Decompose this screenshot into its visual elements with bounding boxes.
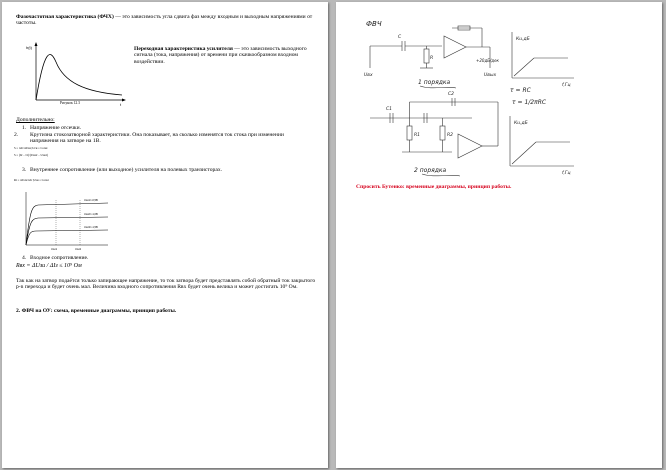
hw-bode1-xlabel: f,Гц [562,83,571,88]
fchh-term: Фазочастотная характеристика (ФЧХ) [16,14,114,20]
figure-caption: Рисунок 12.3 [60,101,80,105]
curve-uzi1 [26,203,108,245]
transient-text: — это зависимость выходного сигнала (тока, напряжения) от времени при скачкообразном входном воздействии. [134,46,307,65]
hw-title: ФВЧ [366,20,382,28]
output-characteristics-graph [18,190,110,252]
graph-x-label-2: Uси2 [75,248,82,251]
item-number: 1. [22,125,27,131]
extra-list-item-2 [14,132,310,145]
document-page-1 [2,2,328,468]
item-number: 2. [14,132,19,138]
transient-definition [134,46,318,65]
transient-response-figure [24,40,128,108]
graph-label-uzi2: Uзи2=-1,0В [84,213,98,216]
extra-heading: Дополнительно: [16,117,55,123]
figure-xlabel: t [120,102,122,107]
hw-label-c1: C1 [386,107,393,112]
rin-explanation: Так как на затвор подаётся только запирающее напряжение, то ток затвора будет представлять собой обратный ток закрытого p-n перехода и будет очень мал. Величина входного сопротивления Rвх будет очень велика и может достигать 10⁹ Ом. [16,278,316,291]
graph-label-uzi3: Uзи3=-1,5В [84,226,98,229]
hw-bode2-xlabel: f,Гц [562,171,571,176]
hw-tau-2: τ = 1/2πRC [512,99,547,106]
item-text: Крутизна стокозатворной характеристики. Она показывает, на сколько изменятся ток стока при изменении напряжения на затворе на 1В. [30,132,284,145]
document-page-2 [336,2,662,468]
hw-bode1-ylabel: Кu,дБ [516,37,530,42]
formula-ri: Ri = ΔUси/ΔIc |Uзи = Const [14,178,49,182]
curve-uzi3 [26,230,108,245]
hw-label-r1: R1 [414,133,420,138]
formula-s2: S = (I2 − I1)/(Uзи2 − Uзи1) [14,153,48,157]
hw-label-uout: Uвых [484,73,497,78]
item-number: 4. [22,255,27,261]
red-note: Спросить Бутенко: временные диаграммы, принцип работы. [356,184,512,190]
hw-bode2-ylabel: Кu,дБ [514,121,528,126]
hw-order-2: 2 порядка [414,167,447,174]
extra-list-item-3 [22,167,312,173]
hw-order-1: 1 порядка [418,79,451,86]
hw-label-r2: R2 [447,133,453,138]
fchh-text: — это зависимость угла сдвига фаз между входным и выходным напряжениями от частоты. [16,14,313,27]
item-number: 3. [22,167,27,173]
extra-list-item-4 [22,255,312,261]
figure-ylabel: h(t) [26,45,32,50]
section-2-heading: 2. ФВЧ на ОУ: схема, временные диаграммы, принцип работы. [16,308,177,314]
fchh-definition [16,14,316,27]
transient-term: Переходная характеристика усилителя [134,46,233,52]
hw-label-c: C [398,35,402,40]
handwritten-hpf-notes [362,16,614,186]
item-text: Напряжение отсечки. [30,125,82,131]
rin-formula: Rвх = ΔUзи / ΔIз ≤ 10⁹ Ом [16,263,82,269]
hw-label-c2: C2 [448,92,455,97]
extra-list-item-1 [22,125,312,131]
hw-tau-1: τ = RC [510,87,531,94]
item-text: Входное сопротивление. [30,255,89,261]
hw-slope: +20дБ/дек [476,58,499,63]
formula-s1: S = ΔIc/ΔUзи |Uси = Const [14,146,48,150]
hw-label-r: R [430,56,434,61]
item-text: Внутреннее сопротивление (или выходное) усилителя на полевых транзисторах. [30,167,223,173]
hw-label-uin: Uвх [364,73,373,78]
transient-curve [36,55,122,100]
graph-label-uzi1: Uзи1=-0,5В [84,199,98,202]
graph-x-label-1: Uси1 [51,248,58,251]
